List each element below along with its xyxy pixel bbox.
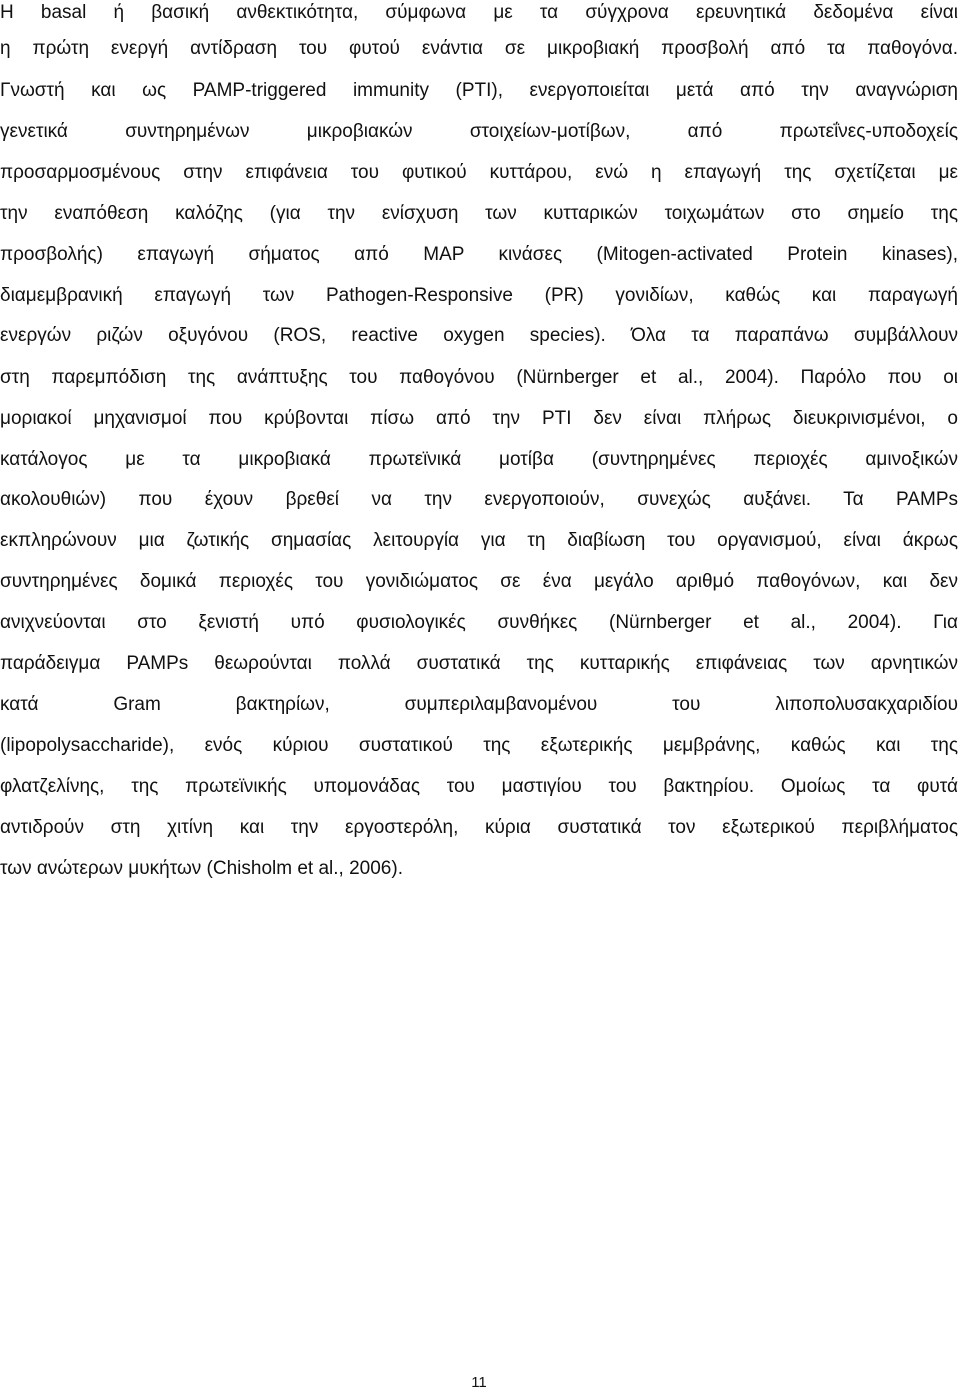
paragraph-line: γενετικά συντηρημένων μικροβιακών στοιχείων-μοτίβων, από πρωτεΐνες-υποδοχείς <box>0 121 958 142</box>
paragraph-line: μοριακοί μηχανισμοί που κρύβονται πίσω από την PTI δεν είναι πλήρως διευκρινισμένοι, ο <box>0 408 958 429</box>
paragraph-line: (lipopolysaccharide), ενός κύριου συστατικού της εξωτερικής μεμβράνης, καθώς και της <box>0 735 958 756</box>
paragraph-line: φλατζελίνης, της πρωτεϊνικής υπομονάδας του μαστιγίου του βακτηρίου. Ομοίως τα φυτά <box>0 776 958 797</box>
paragraph-line: ενεργών ριζών οξυγόνου (ROS, reactive oxygen species). Όλα τα παραπάνω συμβάλλουν <box>0 325 958 346</box>
paragraph-line: κατάλογος με τα μικροβιακά πρωτεϊνικά μοτίβα (συντηρημένες περιοχές αμινοξικών <box>0 449 958 470</box>
paragraph-line: η πρώτη ενεργή αντίδραση του φυτού ενάντια σε μικροβιακή προσβολή από τα παθογόνα. <box>0 38 958 59</box>
paragraph-line: Η basal ή βασική ανθεκτικότητα, σύμφωνα με τα σύγχρονα ερευνητικά δεδομένα είναι <box>0 2 958 23</box>
paragraph-line: την εναπόθεση καλόζης (για την ενίσχυση των κυτταρικών τοιχωμάτων στο σημείο της <box>0 203 958 224</box>
paragraph-line: ανιχνεύονται στο ξενιστή υπό φυσιολογικές συνθήκες (Nürnberger et al., 2004). Για <box>0 612 958 633</box>
paragraph-line: παράδειγμα PAMPs θεωρούνται πολλά συστατικά της κυτταρικής επιφάνειας των αρνητικών <box>0 653 958 674</box>
paragraph-line: εκπληρώνουν μια ζωτικής σημασίας λειτουργία για τη διαβίωση του οργανισμού, είναι άκρως <box>0 530 958 551</box>
paragraph-line: αντιδρούν στη χιτίνη και την εργοστερόλη, κύρια συστατικά τον εξωτερικού περιβλήματος <box>0 817 958 838</box>
paragraph-line: συντηρημένες δομικά περιοχές του γονιδιώματος σε ένα μεγάλο αριθμό παθογόνων, και δεν <box>0 571 958 592</box>
paragraph-line: των ανώτερων μυκήτων (Chisholm et al., 2006). <box>0 858 403 879</box>
paragraph-line: Γνωστή και ως PAMP-triggered immunity (PTI), ενεργοποιείται μετά από την αναγνώριση <box>0 80 958 101</box>
paragraph-line: προσβολής) επαγωγή σήματος από MAP κινάσες (Mitogen-activated Protein kinases), <box>0 244 958 265</box>
paragraph-line: ακολουθιών) που έχουν βρεθεί να την ενεργοποιούν, συνεχώς αυξάνει. Τα PAMPs <box>0 489 958 510</box>
paragraph-line: στη παρεμπόδιση της ανάπτυξης του παθογόνου (Nürnberger et al., 2004). Παρόλο που οι <box>0 367 958 388</box>
paragraph-line: διαμεμβρανική επαγωγή των Pathogen-Responsive (PR) γονιδίων, καθώς και παραγωγή <box>0 285 958 306</box>
paragraph-line: κατά Gram βακτηρίων, συμπεριλαμβανομένου του λιποπολυσακχαριδίου <box>0 694 958 715</box>
paragraph-line: προσαρμοσμένους στην επιφάνεια του φυτικού κυττάρου, ενώ η επαγωγή της σχετίζεται με <box>0 162 958 183</box>
page-number: 11 <box>471 1374 487 1391</box>
